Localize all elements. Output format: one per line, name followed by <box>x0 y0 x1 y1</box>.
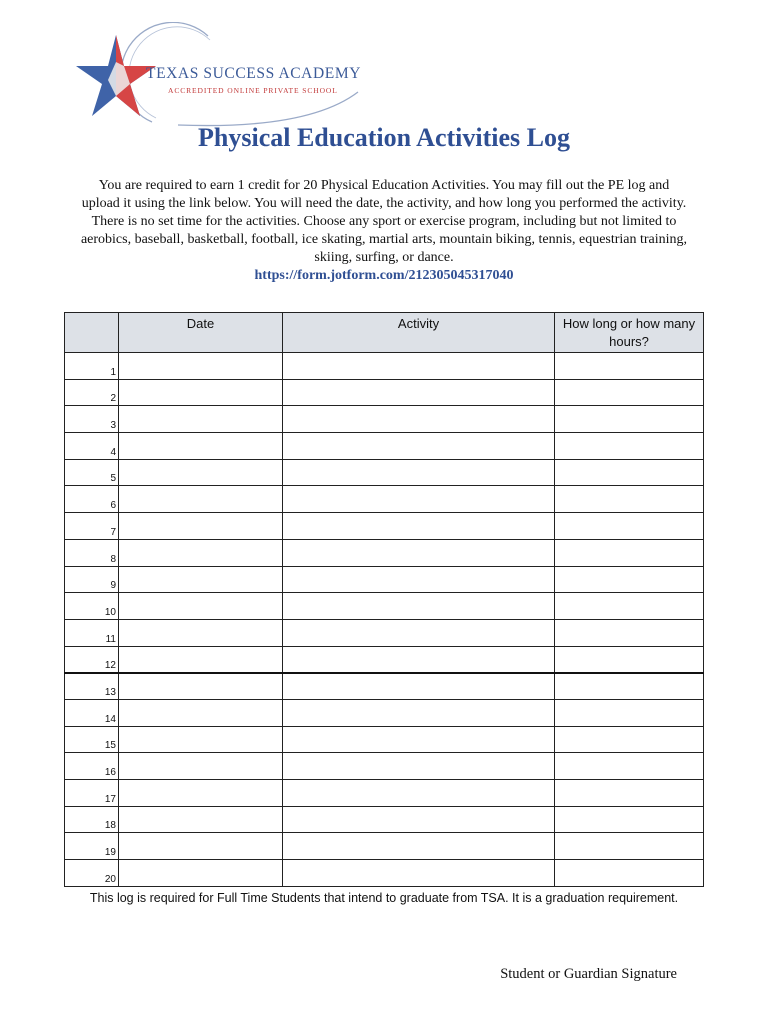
date-cell[interactable] <box>119 566 283 593</box>
table-row <box>65 860 704 887</box>
row-number: 15 <box>65 726 119 753</box>
duration-cell[interactable] <box>555 353 704 380</box>
table-row <box>65 726 704 753</box>
duration-cell[interactable] <box>555 780 704 807</box>
activity-cell[interactable] <box>283 539 555 566</box>
activity-cell[interactable] <box>283 513 555 540</box>
logo-name: TEXAS SUCCESS ACADEMY <box>146 65 362 82</box>
activity-cell[interactable] <box>283 699 555 726</box>
activities-log-table <box>64 312 704 887</box>
table-row <box>65 433 704 460</box>
table-row <box>65 646 704 673</box>
logo-tagline: ACCREDITED ONLINE PRIVATE SCHOOL <box>168 86 338 95</box>
duration-cell[interactable] <box>555 753 704 780</box>
duration-cell[interactable] <box>555 486 704 513</box>
date-cell[interactable] <box>119 646 283 673</box>
date-cell[interactable] <box>119 513 283 540</box>
row-number: 12 <box>65 646 119 673</box>
table-header-row <box>65 313 704 353</box>
duration-cell[interactable] <box>555 646 704 673</box>
duration-cell[interactable] <box>555 673 704 700</box>
row-number: 10 <box>65 593 119 620</box>
table-row <box>65 459 704 486</box>
activity-cell[interactable] <box>283 780 555 807</box>
table-row <box>65 379 704 406</box>
row-number: 16 <box>65 753 119 780</box>
date-cell[interactable] <box>119 673 283 700</box>
col-activity-header: Activity <box>283 313 555 353</box>
row-number: 4 <box>65 433 119 460</box>
row-number: 17 <box>65 780 119 807</box>
duration-cell[interactable] <box>555 860 704 887</box>
date-cell[interactable] <box>119 753 283 780</box>
row-number: 2 <box>65 379 119 406</box>
duration-cell[interactable] <box>555 619 704 646</box>
row-number: 19 <box>65 833 119 860</box>
row-number: 9 <box>65 566 119 593</box>
activity-cell[interactable] <box>283 806 555 833</box>
date-cell[interactable] <box>119 486 283 513</box>
duration-cell[interactable] <box>555 406 704 433</box>
date-cell[interactable] <box>119 780 283 807</box>
activity-cell[interactable] <box>283 379 555 406</box>
table-row <box>65 619 704 646</box>
row-number: 8 <box>65 539 119 566</box>
activity-cell[interactable] <box>283 673 555 700</box>
row-number: 5 <box>65 459 119 486</box>
col-date-header: Date <box>119 313 283 353</box>
duration-cell[interactable] <box>555 433 704 460</box>
row-number: 6 <box>65 486 119 513</box>
table-row <box>65 513 704 540</box>
duration-cell[interactable] <box>555 726 704 753</box>
activity-cell[interactable] <box>283 726 555 753</box>
row-number: 14 <box>65 699 119 726</box>
table-row <box>65 806 704 833</box>
row-number: 7 <box>65 513 119 540</box>
date-cell[interactable] <box>119 379 283 406</box>
instructions <box>78 177 690 285</box>
activity-cell[interactable] <box>283 486 555 513</box>
activity-cell[interactable] <box>283 353 555 380</box>
col-number-header <box>65 313 119 353</box>
signature-label: Student or Guardian Signature <box>500 966 677 982</box>
activity-cell[interactable] <box>283 860 555 887</box>
date-cell[interactable] <box>119 726 283 753</box>
page-title: Physical Education Activities Log <box>198 123 570 152</box>
upload-link[interactable]: https://form.jotform.com/212305045317040 <box>254 268 514 283</box>
activity-cell[interactable] <box>283 459 555 486</box>
table-row <box>65 699 704 726</box>
table-row <box>65 353 704 380</box>
activity-cell[interactable] <box>283 833 555 860</box>
duration-cell[interactable] <box>555 459 704 486</box>
school-logo <box>58 22 368 130</box>
row-number: 11 <box>65 619 119 646</box>
date-cell[interactable] <box>119 539 283 566</box>
duration-cell[interactable] <box>555 379 704 406</box>
activity-cell[interactable] <box>283 753 555 780</box>
row-number: 3 <box>65 406 119 433</box>
date-cell[interactable] <box>119 833 283 860</box>
table-row <box>65 486 704 513</box>
activity-cell[interactable] <box>283 566 555 593</box>
table-row <box>65 673 704 700</box>
activity-cell[interactable] <box>283 593 555 620</box>
date-cell[interactable] <box>119 860 283 887</box>
duration-cell[interactable] <box>555 806 704 833</box>
activity-cell[interactable] <box>283 646 555 673</box>
date-cell[interactable] <box>119 433 283 460</box>
activity-cell[interactable] <box>283 619 555 646</box>
requirement-note: This log is required for Full Time Students that intend to graduate from TSA. It is a graduation requirement. <box>89 891 679 905</box>
activity-cell[interactable] <box>283 433 555 460</box>
duration-cell[interactable] <box>555 566 704 593</box>
date-cell[interactable] <box>119 459 283 486</box>
date-cell[interactable] <box>119 406 283 433</box>
row-number: 13 <box>65 673 119 700</box>
table-row <box>65 539 704 566</box>
table-row <box>65 593 704 620</box>
table-row <box>65 566 704 593</box>
row-number: 20 <box>65 860 119 887</box>
table-row <box>65 780 704 807</box>
date-cell[interactable] <box>119 619 283 646</box>
date-cell[interactable] <box>119 699 283 726</box>
row-number: 18 <box>65 806 119 833</box>
instructions-text: You are required to earn 1 credit for 20 Physical Education Activities. You may fill out the PE log and upload it using the link below. You will need the date, the activity, and how long you performed the activity. There is no set time for the activities. Choose any sport or exercise program, including but not limited to aerobics, baseball, basketball, football, ice skating, martial arts, mountain biking, tennis, equestrian training, skiing, surfing, or dance. <box>80 178 688 265</box>
table-row <box>65 833 704 860</box>
date-cell[interactable] <box>119 593 283 620</box>
duration-cell[interactable] <box>555 539 704 566</box>
duration-cell[interactable] <box>555 593 704 620</box>
row-number: 1 <box>65 353 119 380</box>
table-row <box>65 406 704 433</box>
date-cell[interactable] <box>119 353 283 380</box>
activity-cell[interactable] <box>283 406 555 433</box>
duration-cell[interactable] <box>555 699 704 726</box>
date-cell[interactable] <box>119 806 283 833</box>
duration-cell[interactable] <box>555 833 704 860</box>
duration-cell[interactable] <box>555 513 704 540</box>
table-row <box>65 753 704 780</box>
col-duration-header: How long or how many hours? <box>555 313 704 353</box>
